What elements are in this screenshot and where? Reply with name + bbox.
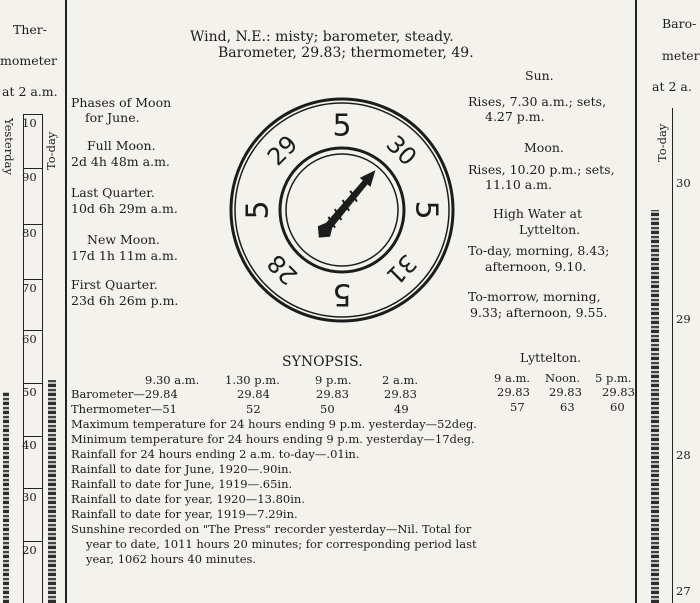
last-quarter-value: 10d 6h 29m a.m.: [71, 201, 178, 216]
high-water-today-1: To-day, morning, 8.43;: [468, 243, 610, 258]
thermometer-tick-label: 70: [22, 281, 37, 295]
dial-number-label: 5: [332, 108, 352, 144]
thermometer-row-l2: 63: [560, 400, 575, 414]
thermometer-title-2: mometer: [0, 53, 58, 68]
thermometer-row-v2: 50: [320, 402, 335, 416]
thermometer-tick-mark: [23, 279, 42, 280]
dial-number-label: 5: [408, 200, 444, 220]
barometer-today-label: To-day: [655, 123, 669, 162]
barometer-row-l3: 29.83: [602, 385, 635, 399]
time-header-4: 2 a.m.: [382, 373, 419, 387]
thermometer-scale-line-2: [23, 114, 24, 603]
lyttelton-header-2: Noon.: [545, 371, 580, 385]
sun-line-2: 4.27 p.m.: [485, 109, 545, 124]
barometer-tick-label: 28: [676, 448, 691, 462]
barometer-today-bar: [651, 210, 659, 603]
synopsis-title: SYNOPSIS.: [282, 354, 363, 370]
synopsis-line: Rainfall to date for June, 1920—.90in.: [71, 462, 293, 476]
dial-number-label: 28: [261, 248, 304, 291]
thermometer-tick-mark: [23, 114, 42, 115]
barometer-row-label: Barometer—29.84: [71, 387, 178, 401]
barometer-scale-line: [672, 108, 673, 603]
thermometer-yesterday-bar: [3, 392, 9, 603]
time-header-2: 1.30 p.m.: [225, 373, 280, 387]
thermometer-tick-mark: [23, 436, 42, 437]
first-quarter-value: 23d 6h 26m p.m.: [71, 293, 179, 308]
synopsis-line: year, 1062 hours 40 minutes.: [86, 552, 257, 566]
thermometer-today-bar: [48, 380, 56, 603]
dial-number-label: 29: [261, 129, 304, 172]
moon-line-2: 11.10 a.m.: [485, 177, 553, 192]
synopsis-line: year to date, 1011 hours 20 minutes; for corresponding period last: [86, 537, 477, 551]
lyttelton-heading: Lyttelton.: [520, 350, 582, 365]
thermometer-yesterday-label: Yesterday: [2, 118, 16, 175]
thermometer-tick-label: 20: [22, 543, 37, 557]
thermometer-row-label: Thermometer—51: [71, 402, 177, 416]
right-border-line: [635, 0, 637, 603]
dial-number-label: 31: [380, 248, 423, 291]
synopsis-line: Minimum temperature for 24 hours ending 9 p.m. yesterday—17deg.: [71, 432, 475, 446]
moon-heading: Moon.: [524, 140, 564, 155]
full-moon-label: Full Moon.: [87, 138, 156, 153]
barometer-row-l1: 29.83: [497, 385, 530, 399]
weather-header-line-2: Barometer, 29.83; thermometer, 49.: [218, 45, 474, 61]
barometer-title-2: meter: [662, 48, 700, 63]
left-border-line: [65, 0, 67, 603]
barometer-row-v2: 29.83: [316, 387, 349, 401]
thermometer-tick-label: 60: [22, 332, 37, 346]
first-quarter-label: First Quarter.: [71, 277, 158, 292]
thermometer-tick-mark: [23, 541, 42, 542]
thermometer-row-l3: 60: [610, 400, 625, 414]
barometer-tick-label: 27: [676, 584, 691, 598]
thermometer-tick-label: 80: [22, 226, 37, 240]
new-moon-value: 17d 1h 11m a.m.: [71, 248, 178, 263]
dial-number-label: 5: [240, 200, 276, 220]
time-header-3: 9 p.m.: [315, 373, 352, 387]
thermometer-row-v1: 52: [246, 402, 261, 416]
thermometer-row-l1: 57: [510, 400, 525, 414]
high-water-today-2: afternoon, 9.10.: [485, 259, 587, 274]
barometer-row-v1: 29.84: [237, 387, 270, 401]
moon-phases-heading-2: for June.: [85, 110, 140, 125]
thermometer-tick-mark: [23, 168, 42, 169]
new-moon-label: New Moon.: [87, 232, 160, 247]
barometer-row-l2: 29.83: [549, 385, 582, 399]
wind-arrow-icon: [313, 165, 382, 243]
thermometer-today-label: To-day: [44, 131, 58, 170]
time-header-1: 9.30 a.m.: [145, 373, 200, 387]
high-water-heading-1: High Water at: [493, 206, 582, 221]
last-quarter-label: Last Quarter.: [71, 185, 155, 200]
sun-line-1: Rises, 7.30 a.m.; sets,: [468, 94, 607, 109]
synopsis-line: Rainfall to date for year, 1920—13.80in.: [71, 492, 305, 506]
moon-phases-heading-1: Phases of Moon: [71, 95, 172, 110]
thermometer-tick-mark: [23, 330, 42, 331]
thermometer-scale-line: [42, 114, 43, 603]
synopsis-line: Rainfall to date for year, 1919—7.29in.: [71, 507, 298, 521]
lyttelton-header-1: 9 a.m.: [494, 371, 531, 385]
synopsis-line: Rainfall to date for June, 1919—.65in.: [71, 477, 293, 491]
thermometer-title-1: Ther-: [13, 22, 47, 37]
barometer-row-v3: 29.83: [384, 387, 417, 401]
full-moon-value: 2d 4h 48m a.m.: [71, 154, 170, 169]
thermometer-tick-mark: [23, 224, 42, 225]
thermometer-tick-mark: [23, 488, 42, 489]
thermometer-title-3: at 2 a.m.: [2, 84, 58, 99]
moon-line-1: Rises, 10.20 p.m.; sets,: [468, 162, 615, 177]
dial-number-label: 30: [380, 129, 423, 172]
dial-number-label: 5: [332, 276, 352, 312]
sun-heading: Sun.: [525, 68, 554, 83]
thermometer-tick-label: 30: [22, 490, 37, 504]
thermometer-tick-label: 10: [22, 116, 37, 130]
barometer-title-1: Baro-: [662, 16, 697, 31]
weather-header-line-1: Wind, N.E.: misty; barometer, steady.: [190, 29, 454, 45]
barometer-title-3: at 2 a.: [652, 79, 692, 94]
thermometer-tick-label: 50: [22, 385, 37, 399]
lyttelton-header-3: 5 p.m.: [595, 371, 632, 385]
high-water-tomorrow-1: To-morrow, morning,: [468, 289, 601, 304]
thermometer-row-v3: 49: [394, 402, 409, 416]
synopsis-line: Rainfall for 24 hours ending 2 a.m. to-day—.01in.: [71, 447, 360, 461]
thermometer-tick-label: 40: [22, 438, 37, 452]
thermometer-tick-mark: [23, 383, 42, 384]
thermometer-tick-label: 90: [22, 170, 37, 184]
synopsis-line: Sunshine recorded on "The Press" recorder yesterday—Nil. Total for: [71, 522, 472, 536]
high-water-heading-2: Lyttelton.: [519, 222, 581, 237]
high-water-tomorrow-2: 9.33; afternoon, 9.55.: [470, 305, 608, 320]
barometer-tick-label: 30: [676, 176, 691, 190]
wind-dial: [227, 95, 457, 325]
barometer-tick-label: 29: [676, 312, 691, 326]
synopsis-line: Maximum temperature for 24 hours ending 9 p.m. yesterday—52deg.: [71, 417, 477, 431]
